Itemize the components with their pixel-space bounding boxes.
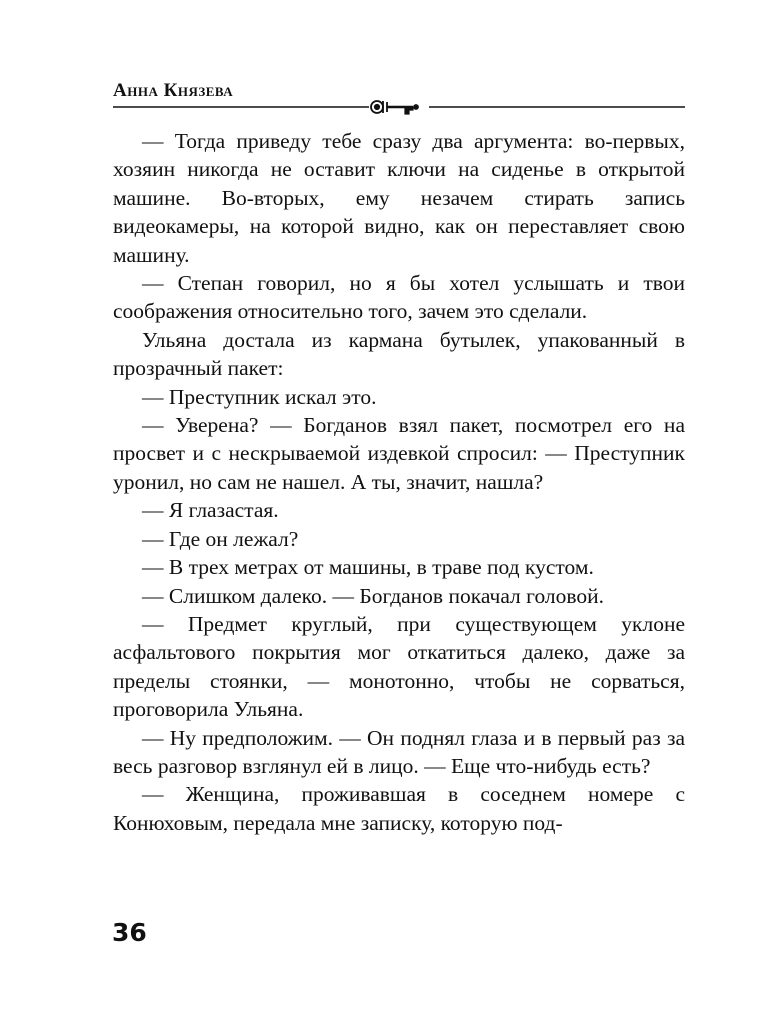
paragraph: Ульяна достала из кармана бутылек, упакованный в прозрачный пакет: <box>113 327 685 381</box>
header-rule <box>113 96 685 118</box>
paragraph: — Где он лежал? <box>142 526 299 551</box>
paragraph: — Уверена? — Богданов взял пакет, посмотрел его на просвет и с нескрываемой издевкой спросил: — Преступник уронил, но сам не нашел. А ты, значит, нашла? <box>113 413 685 494</box>
page-number: 36 <box>112 918 147 947</box>
paragraph: — Я глазастая. <box>142 498 279 523</box>
paragraph: — В трех метрах от машины, в траве под кустом. <box>142 555 594 580</box>
key-icon <box>371 101 418 114</box>
paragraph: — Женщина, проживавшая в соседнем номере с Конюховым, передала мне записку, которую под- <box>113 782 685 835</box>
paragraph: — Слишком далеко. — Богданов покачал головой. <box>142 583 605 608</box>
paragraph: — Ну предположим. — Он поднял глаза и в первый раз за весь разговор взглянул ей в лицо. — Еще что-нибудь есть? <box>113 725 685 778</box>
running-head-author: Анна Князева <box>113 80 234 101</box>
paragraph: — Предмет круглый, при существующем уклоне асфальтового покрытия мог откатиться далеко, даже за пределы стоянки, — монотонно, чтобы не сорваться, проговорила Ульяна. <box>113 611 685 722</box>
body-text <box>113 127 685 837</box>
paragraph: — Степан говорил, но я бы хотел услышать и твои соображения относительно того, зачем это сделали. <box>113 271 685 324</box>
paragraph: — Тогда приведу тебе сразу два аргумента: во-первых, хозяин никогда не оставит ключи на сиденье в открытой машине. Во-вторых, ему незачем стирать запись видеокамеры, на которой видно, как он переставляет свою машину. <box>113 129 685 267</box>
paragraph: — Преступник искал это. <box>142 384 377 409</box>
